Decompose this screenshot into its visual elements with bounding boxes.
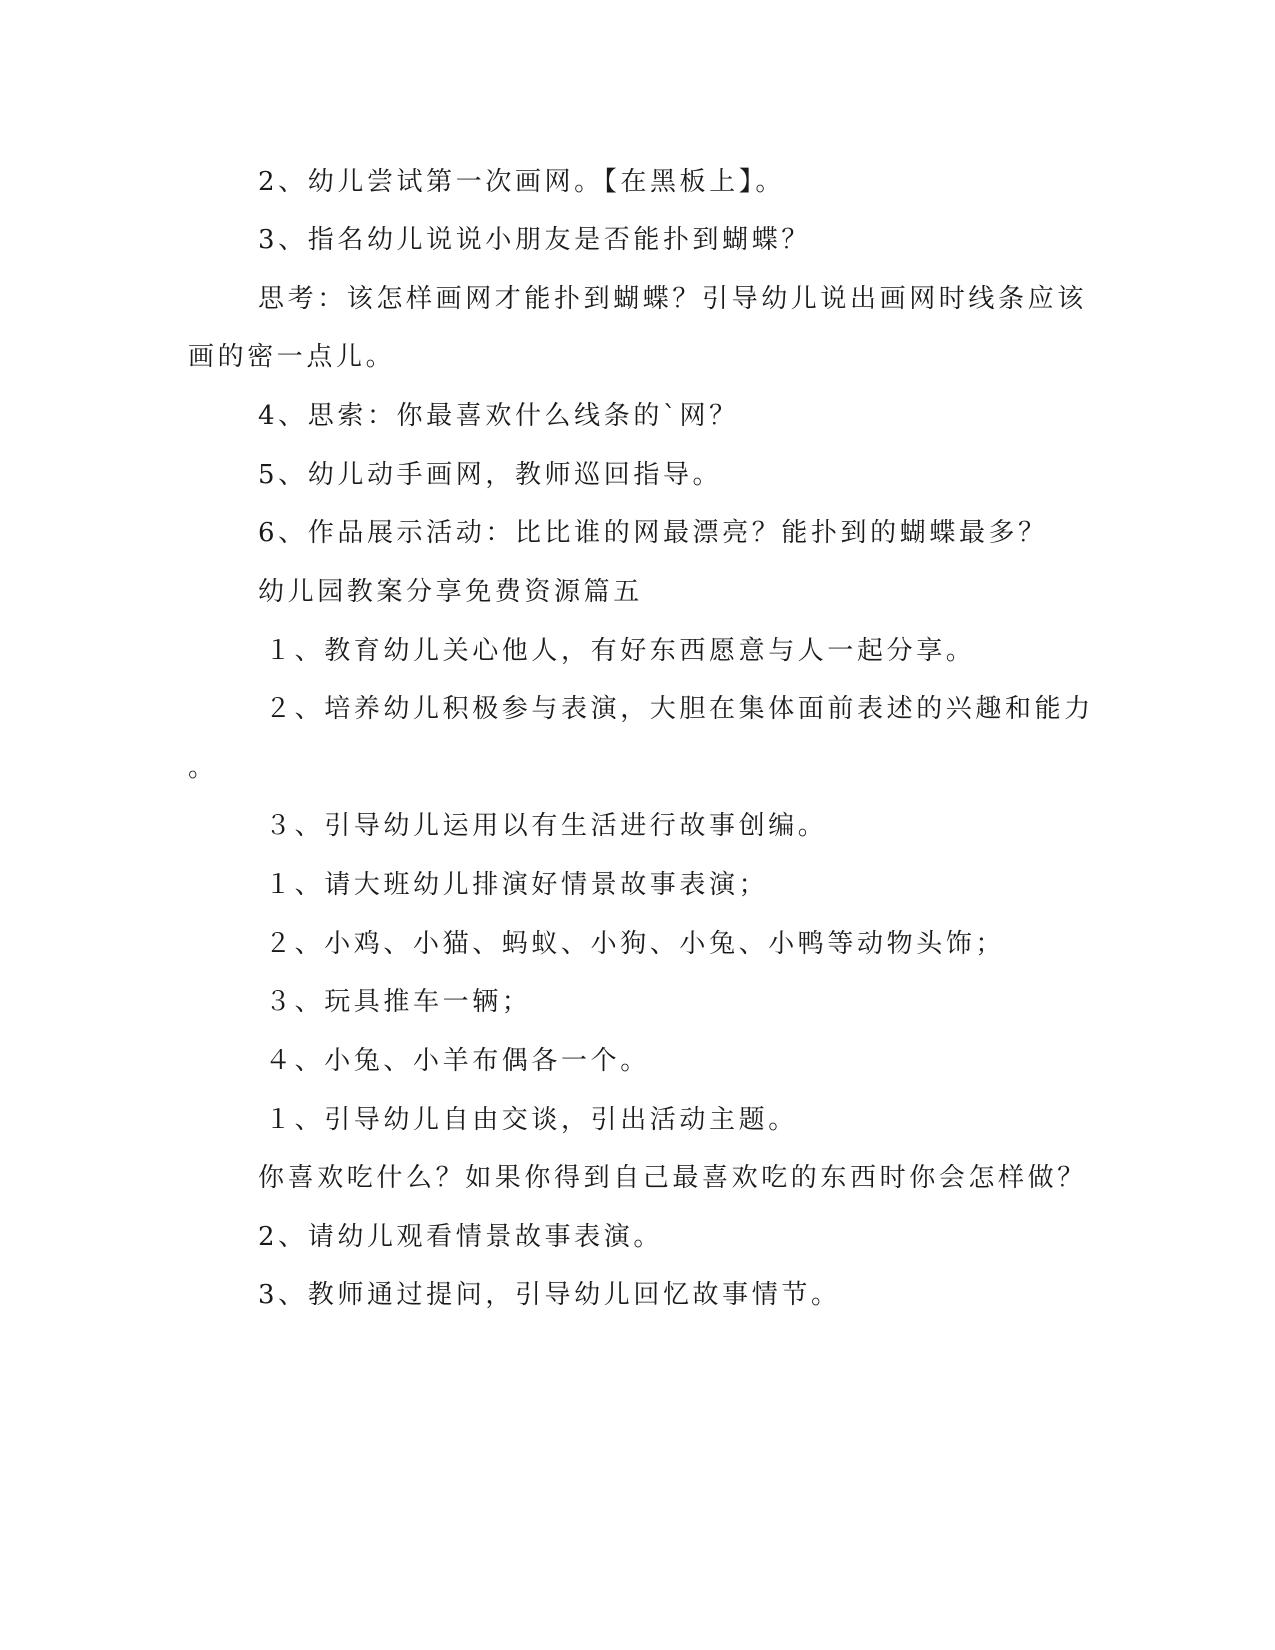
paragraph-line: 5、幼儿动手画网，教师巡回指导。 <box>258 460 723 490</box>
paragraph-line: ３、引导幼儿运用以有生活进行故事创编。 <box>265 811 828 841</box>
paragraph-line: 思考：该怎样画网才能扑到蝴蝶？引导幼儿说出画网时线条应该 <box>258 284 1087 314</box>
paragraph-line: ２、小鸡、小猫、蚂蚁、小狗、小兔、小鸭等动物头饰； <box>265 929 1006 959</box>
paragraph-line: ２、培养幼儿积极参与表演，大胆在集体面前表述的兴趣和能力 <box>265 694 1094 724</box>
paragraph-line: 2、请幼儿观看情景故事表演。 <box>258 1222 663 1252</box>
paragraph-line: 2、幼儿尝试第一次画网。【在黑板上】。 <box>258 167 785 197</box>
paragraph-line: 3、指名幼儿说说小朋友是否能扑到蝴蝶？ <box>258 225 811 255</box>
paragraph-line: １、教育幼儿关心他人，有好东西愿意与人一起分享。 <box>265 636 976 666</box>
paragraph-line: 。 <box>188 753 218 783</box>
paragraph-line: 画的密一点儿。 <box>188 342 396 372</box>
paragraph-line: 6、作品展示活动：比比谁的网最漂亮？能扑到的蝴蝶最多？ <box>258 518 1048 548</box>
paragraph-line: 你喜欢吃什么？如果你得到自己最喜欢吃的东西时你会怎样做？ <box>258 1163 1087 1193</box>
paragraph-line: ３、玩具推车一辆； <box>265 987 532 1017</box>
paragraph-line: ４、小兔、小羊布偶各一个。 <box>265 1046 650 1076</box>
paragraph-line: 3、教师通过提问，引导幼儿回忆故事情节。 <box>258 1280 841 1310</box>
paragraph-line: １、引导幼儿自由交谈，引出活动主题。 <box>265 1105 798 1135</box>
paragraph-line: １、请大班幼儿排演好情景故事表演； <box>265 870 769 900</box>
section-heading: 幼儿园教案分享免费资源篇五 <box>258 577 643 607</box>
paragraph-line: 4、思索：你最喜欢什么线条的`网？ <box>258 401 739 431</box>
